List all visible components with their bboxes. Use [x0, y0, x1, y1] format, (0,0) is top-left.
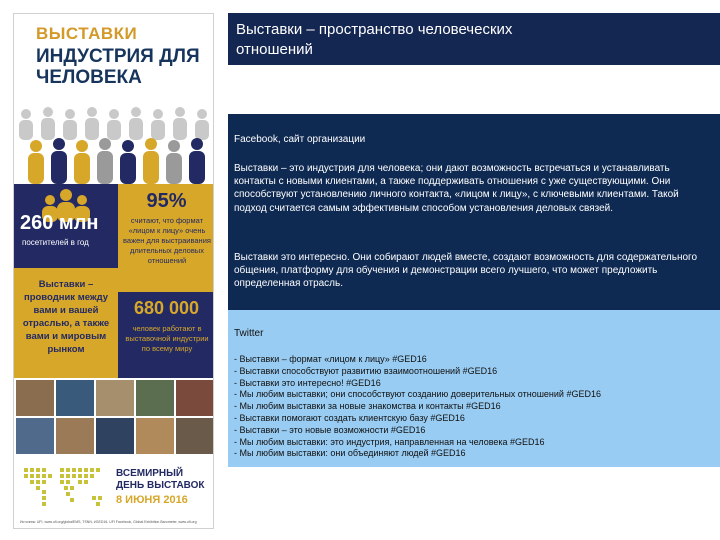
photo-collage	[14, 378, 214, 454]
poster-source-line: Источник: UFI, www.ufi.org/globalEMS, TSNN, #GED16, UFI Facebook, Global Exhibition Barometer, www.ufi.org	[20, 520, 197, 524]
stat-bridge	[14, 268, 118, 378]
list-item: - Выставки это интересно! #GED16	[234, 377, 381, 388]
stat-workers	[118, 292, 214, 378]
list-item: - Выставки – это новые возможности #GED16	[234, 424, 426, 435]
exhibition-day-block	[14, 454, 214, 529]
photo	[176, 380, 214, 416]
twitter-heading: Twitter	[234, 328, 264, 339]
facebook-paragraph-2: Выставки это интересно. Они собирают людей вместе, создают возможность для содержательного общения, платформу для обучения и демонстрации всего лучшего, что может предложить определенная отрасль.	[234, 252, 698, 290]
stat-percent	[118, 184, 214, 292]
twitter-section	[228, 310, 720, 467]
slide-title-box	[228, 13, 720, 65]
facebook-paragraph-1: Выставки – это индустрия для человека; они дают возможность встречаться и устанавливать контакты с новыми клиентами, а также поддерживать отношения с уже существующими. Они способствуют установлению личного контакта, «лицом к лицу», с ключевыми клиентами. Такой подход считается самым эффективным способом установления деловых связей.	[234, 163, 679, 214]
stat-workers-value: 680 000	[133, 298, 200, 318]
stat-percent-value: 95%	[146, 190, 187, 212]
stat-visitors-value: 260 млн	[20, 212, 99, 234]
facebook-section	[228, 114, 720, 310]
poster-header	[14, 14, 214, 184]
list-item: - Выставки помогают создать клиентскую базу #GED16	[234, 412, 465, 423]
photo	[56, 418, 94, 454]
exhibition-day-date: 8 ИЮНЯ 2016	[116, 494, 188, 506]
world-map-icon	[20, 462, 110, 514]
list-item: - Выставки способствуют развитию взаимоотношений #GED16	[234, 365, 498, 376]
list-item: - Мы любим выставки: это индустрия, направленная на человека #GED16	[234, 436, 545, 447]
photo	[56, 380, 94, 416]
list-item: - Выставки – формат «лицом к лицу» #GED16	[234, 354, 427, 364]
photo	[16, 380, 54, 416]
photo	[96, 380, 134, 416]
exhibition-day-title: ВСЕМИРНЫЙ ДЕНЬ ВЫСТАВОК	[116, 468, 205, 491]
photo	[176, 418, 214, 454]
stat-workers-label: человек работают в выставочной индустрии по всему миру	[125, 324, 209, 353]
list-item: - Мы любим выставки; они способствуют созданию доверительных отношений #GED16	[234, 389, 601, 400]
twitter-list	[234, 354, 601, 460]
crowd-illustration	[14, 106, 214, 184]
photo	[136, 418, 174, 454]
photo	[16, 418, 54, 454]
stat-bridge-label: Выставки – проводник между вами и вашей отраслью, а также вами и мировым рынком	[22, 279, 110, 355]
list-item: - Мы любим выставки за новые знакомства и контакты #GED16	[234, 401, 501, 412]
infographic-poster	[13, 13, 214, 529]
stat-visitors-label: посетителей в год	[22, 238, 89, 247]
poster-title-main: ИНДУСТРИЯ ДЛЯ ЧЕЛОВЕКА	[36, 46, 200, 88]
photo	[136, 380, 174, 416]
slide-title: Выставки – пространство человеческих отношений	[236, 21, 513, 58]
photo	[96, 418, 134, 454]
poster-title-top: ВЫСТАВКИ	[36, 24, 138, 43]
stat-percent-label: считают, что формат «лицом к лицу» очень важен для выстраивания длительных деловых отношений	[123, 216, 211, 265]
stat-visitors	[14, 184, 118, 268]
facebook-heading: Facebook, сайт организации	[234, 134, 366, 145]
list-item: - Мы любим выставки: они объединяют людей #GED16	[234, 448, 466, 459]
